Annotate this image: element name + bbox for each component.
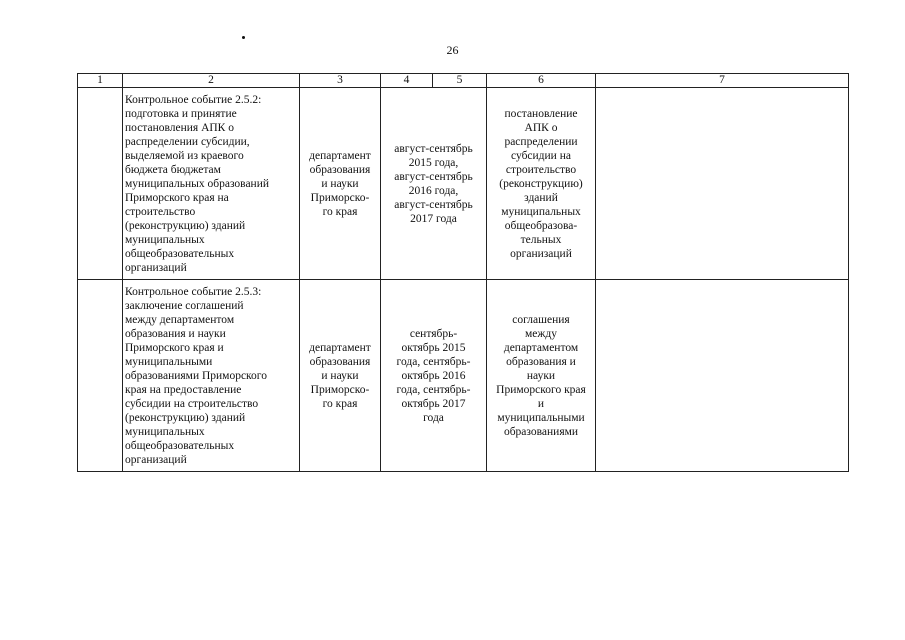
- notes-cell: [596, 88, 849, 280]
- header-col-1: 1: [78, 74, 123, 88]
- event-cell: [123, 280, 300, 472]
- header-col-7: 7: [596, 74, 849, 88]
- responsible-text: департамент образования и науки Приморско- го края: [309, 341, 371, 410]
- period-cell: [381, 280, 487, 472]
- stray-dot-mark: [242, 36, 245, 39]
- row-number-cell: [78, 88, 123, 280]
- responsible-text: департамент образования и науки Приморско- го края: [309, 149, 371, 218]
- responsible-cell: [300, 88, 381, 280]
- header-col-4: 4: [381, 74, 433, 88]
- event-text: Контрольное событие 2.5.2: подготовка и принятие постановления АПК о распределении субсидии, выделяемой из краевого бюджета бюджетам муниципальных образований Приморского края на строительство (реконструкцию) зданий муниципальных общеобразовательных организаций: [125, 93, 270, 274]
- header-col-5: 5: [433, 74, 487, 88]
- row-number-cell: [78, 280, 123, 472]
- notes-cell: [596, 280, 849, 472]
- table-row: [78, 280, 849, 472]
- table-header-row: [78, 74, 849, 88]
- table-row: [78, 88, 849, 280]
- plan-table: [77, 73, 849, 472]
- result-text: соглашения между департаментом образования и науки Приморского края и муниципальными образованиями: [496, 313, 586, 438]
- period-text: август-сентябрь 2015 года, август-сентябрь 2016 года, август-сентябрь 2017 года: [394, 142, 473, 225]
- header-col-6: 6: [487, 74, 596, 88]
- page-number: 26: [446, 43, 459, 57]
- result-text: постановление АПК о распределении субсидии на строительство (реконструкцию) зданий муниципальных общеобразова- тельных организаций: [499, 107, 583, 260]
- header-col-3: 3: [300, 74, 381, 88]
- header-col-2: 2: [123, 74, 300, 88]
- result-cell: [487, 88, 596, 280]
- event-text: Контрольное событие 2.5.3: заключение соглашений между департаментом образования и науки Приморского края и муниципальными образованиями Приморского края на предоставление субсидии на строительство (реконструкцию) зданий муниципальных общеобразовательных организаций: [125, 285, 267, 466]
- result-cell: [487, 280, 596, 472]
- period-text: сентябрь- октябрь 2015 года, сентябрь- октябрь 2016 года, сентябрь- октябрь 2017 года: [396, 327, 471, 424]
- period-cell: [381, 88, 487, 280]
- responsible-cell: [300, 280, 381, 472]
- event-cell: [123, 88, 300, 280]
